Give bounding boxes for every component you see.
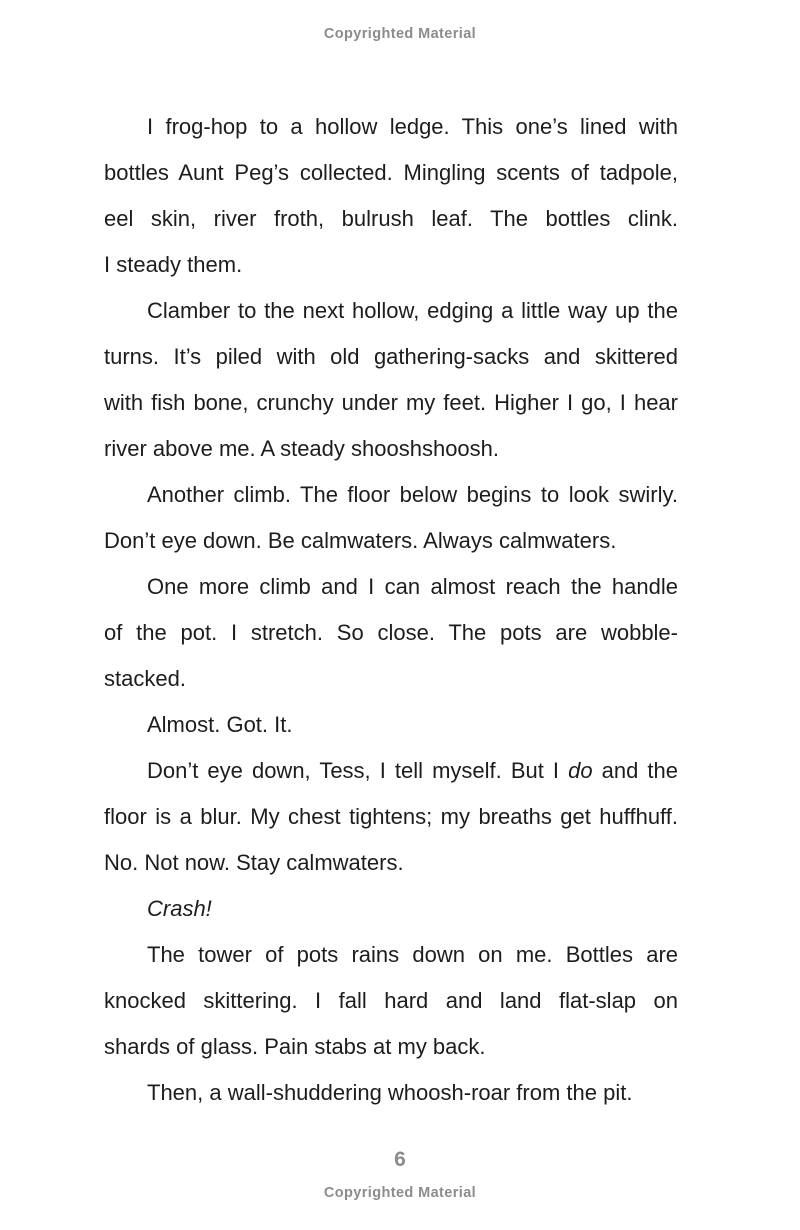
paragraph xyxy=(104,932,678,1070)
paragraph xyxy=(104,702,678,748)
text-line: bottles Aunt Peg’s collected. Mingling scents of tadpole, xyxy=(104,160,678,185)
text-line: with fish bone, crunchy under my feet. Higher I go, I hear xyxy=(104,390,678,415)
paragraph xyxy=(104,288,678,472)
text-line: Then, a wall-shuddering whoosh-roar from the pit. xyxy=(147,1080,633,1105)
text-line: knocked skittering. I fall hard and land flat-slap on xyxy=(104,988,678,1013)
paragraph xyxy=(104,564,678,702)
text-line: No. Not now. Stay calmwaters. xyxy=(104,850,404,875)
text-line: Don’t eye down. Be calmwaters. Always calmwaters. xyxy=(104,528,617,553)
text-line: shards of glass. Pain stabs at my back. xyxy=(104,1034,486,1059)
paragraph xyxy=(104,472,678,564)
paragraph xyxy=(104,748,678,886)
text-line: Crash! xyxy=(147,896,212,921)
text-line: Almost. Got. It. xyxy=(147,712,293,737)
page-number: 6 xyxy=(394,1148,406,1171)
text-line: One more climb and I can almost reach the handle xyxy=(147,574,678,599)
paragraph xyxy=(104,1070,678,1116)
text-line: Clamber to the next hollow, edging a little way up the xyxy=(147,298,678,323)
text-line: river above me. A steady shooshshoosh. xyxy=(104,436,500,461)
copyright-notice-top: Copyrighted Material xyxy=(323,26,477,42)
text-line: of the pot. I stretch. So close. The pots are wobble- xyxy=(104,620,678,645)
paragraph xyxy=(104,886,678,932)
paragraph xyxy=(104,104,678,288)
text-line: Don’t eye down, Tess, I tell myself. But I do and the xyxy=(147,758,678,783)
text-line: turns. It’s piled with old gathering-sacks and skittered xyxy=(104,344,678,369)
copyright-notice-bottom: Copyrighted Material xyxy=(323,1185,477,1201)
body-text xyxy=(104,104,678,1116)
text-line: I frog-hop to a hollow ledge. This one’s lined with xyxy=(147,114,678,139)
text-line: stacked. xyxy=(104,666,186,691)
text-line: I steady them. xyxy=(104,252,243,277)
text-line: Another climb. The floor below begins to look swirly. xyxy=(147,482,678,507)
text-line: floor is a blur. My chest tightens; my breaths get huffhuff. xyxy=(104,804,678,829)
text-line: eel skin, river froth, bulrush leaf. The bottles clink. xyxy=(104,206,678,231)
text-line: The tower of pots rains down on me. Bottles are xyxy=(147,942,678,967)
